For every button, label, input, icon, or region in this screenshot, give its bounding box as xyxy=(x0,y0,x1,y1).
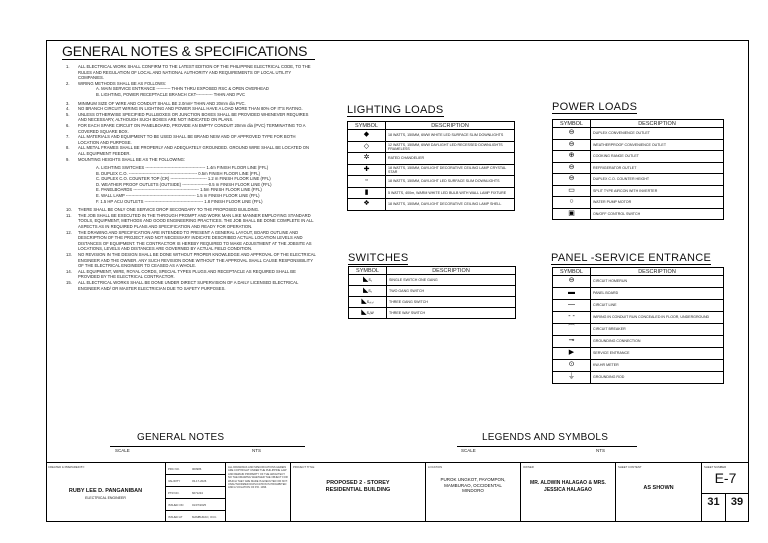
legend-symbol-icon: ○ xyxy=(553,197,591,209)
registration-value: 000986 xyxy=(192,467,202,471)
lighting-loads-title: LIGHTING LOADS xyxy=(347,104,444,116)
switch-code: S₃₍₃₎ xyxy=(366,299,374,304)
col-symbol: SYMBOL xyxy=(348,122,386,130)
legend-description: COOKING RANGE OUTLET xyxy=(591,151,724,163)
registration-row xyxy=(166,463,225,475)
note-text: A. LIGHTING SWITCHES ------------------------------------------- 1.4m FINISH FLOOR LINE (FFL) xyxy=(96,165,269,171)
note-number: 1. xyxy=(66,64,70,69)
legend-row xyxy=(348,164,515,176)
sheet-number: E-7 xyxy=(714,470,737,486)
note-number: 5. xyxy=(66,111,70,117)
note-number: 12. xyxy=(66,229,72,235)
switch-code: S₃W xyxy=(366,310,374,315)
legend-row xyxy=(553,348,724,360)
panel-service-entrance-title: PANEL -SERVICE ENTRANCE xyxy=(551,252,712,264)
power-loads-table xyxy=(552,119,724,220)
legend-row xyxy=(349,275,516,286)
note-text: ALL METAL FRAMES SHALL BE PROPERLY AND ADEQUATELY GROUNDED. GROUND WIRE SHALL BE LOCATED ON ALL EQUIPMENT FEEDER. xyxy=(78,145,310,156)
owner-name: MR. ALDWIN HALAGAO & MRS. JESSICA HALAGAO xyxy=(530,480,606,493)
note-text: ALL ELECTRICAL WORKS SHALL BE DONE UNDER DIRECT SUPERVISION OF A DAILY LICENSED ELECTRICAL ENGINEER AND/ OR MASTER ELECTRICIAN DUE TO SAFETY PURPOSES. xyxy=(78,279,299,291)
legend-row xyxy=(553,372,724,384)
note-item xyxy=(66,145,316,156)
note-text: F. 1.5 HP ACU OUTLETS ------------------------------------------ 1.8 FINISH FLOOR LINE (FFL) xyxy=(96,198,263,204)
note-item xyxy=(66,269,316,280)
registration-cell xyxy=(166,463,226,522)
note-text: FOR EACH SPARE CIRCUIT ON PANELBOARD, PROVIDE AN EMPTY CONDUIT 20mm dia (PVC) TERMINATING TO A COVERED SQUARE BOX. xyxy=(78,122,306,134)
col-description: DESCRIPTION xyxy=(591,268,724,276)
engineer-name: RUBY LEE D. PANGANIBAN xyxy=(68,488,143,494)
note-text: THERE SHALL BE ONLY ONE SERVICE DROP SECONDARY TO THE PROPOSED BUILDING. xyxy=(78,207,260,213)
note-item xyxy=(66,64,316,81)
legend-description: ON/OFF CONTROL SWITCH xyxy=(591,208,724,220)
note-item xyxy=(66,213,316,230)
legend-symbol-icon: ⊖ xyxy=(553,174,591,186)
col-description: DESCRIPTION xyxy=(591,120,724,128)
note-text: NO BRANCH CIRCUIT WIRING IN LIGHTING AND POWER SHALL HAVE A LOAD MORE THAN 80% OF IT'S RATING. xyxy=(78,106,303,112)
legend-description: RATED CHANDELIER xyxy=(386,153,515,165)
note-item xyxy=(66,252,316,269)
legend-description: DUPLEX C.O. COUNTER HEIGHT xyxy=(591,174,724,186)
legend-row xyxy=(553,162,724,174)
note-text: THE DRAWING AND SPECIFICATION ARE INTENDED TO PRESENT A GENERAL LAYOUT, BOARD OUTLINE AND DESCRIPTION OF THE PROJECT AND NOT NECESSARY INDICATE DESCRIBED ACTUAL LOCATION LEVELS AND DISTANCES OF EQUIPMENT. THE CONTRACTOR IS HEREBY REQUIRED TO MAKE ADJUSTMENT AT THE JOBSITE AS LOCATIONS, LEVELS AND DISTANCES ARE GOVERNED BY ACTUAL FIELD CONDITION. xyxy=(78,229,312,252)
note-number: 4. xyxy=(66,106,70,112)
note-number: 6. xyxy=(66,122,70,128)
legend-description: 18 WATTS, 150MM, DAYLIGHT DECORATIVE CEILING LAMP CRYSTAL STAR xyxy=(386,164,515,176)
legend-symbol-icon: ▫ xyxy=(348,176,386,188)
legend-symbol-icon: ◣S₃₍₃₎ xyxy=(349,297,387,308)
legend-symbol-icon: ▭ xyxy=(553,185,591,197)
legend-row xyxy=(553,128,724,140)
legend-symbol-icon: ⏚ xyxy=(553,372,591,384)
legend-row xyxy=(553,139,724,151)
note-text: D. WEATHER PROOF OUTLETS (OUTSIDE) -------------------0.5 m FINISH FLOOR LINE (FFL) xyxy=(96,181,272,187)
location-label: LOCATION xyxy=(428,465,443,469)
legend-row xyxy=(348,130,515,142)
registration-value: 03-17-2026 xyxy=(192,479,207,483)
legend-row xyxy=(349,286,516,297)
note-text: ALL MATERIALS AND EQUIPMENT TO BE USED SHALL BE BRAND NEW AND OF APPROVED TYPE FOR BOTH LOCATION AND PURPOSE. xyxy=(78,134,296,145)
legend-symbol-icon: - - xyxy=(553,312,591,324)
legend-row xyxy=(553,324,724,336)
legend-description: 12 WATTS, 150MM, 6WW DAYLIGHT LED RECESSED DOWNLIGHTS FRAMELESS xyxy=(386,141,515,153)
legend-description: WEATHERPROOF CONVENIENCE OUTLET xyxy=(591,139,724,151)
registration-key: PTR NO. xyxy=(168,491,180,495)
project-title: PROPOSED 2 - STOREY RESIDENTIAL BUILDING xyxy=(325,480,391,493)
legend-symbol-icon: ▬ xyxy=(553,288,591,300)
legend-row xyxy=(348,199,515,211)
note-number: 3. xyxy=(66,100,70,106)
legend-symbol-icon: ⊕ xyxy=(553,151,591,163)
footer-divider xyxy=(457,446,637,447)
sheet-content-value: AS SHOWN xyxy=(643,485,674,491)
legend-row xyxy=(553,336,724,348)
note-item xyxy=(66,134,316,145)
registration-key: PRC NO. xyxy=(168,467,180,471)
legend-description: DUPLEX CONVENIENCE OUTLET xyxy=(591,128,724,140)
legend-symbol-icon: ◣S₁ xyxy=(349,275,387,286)
legend-row xyxy=(553,208,724,220)
panel-service-entrance-table xyxy=(552,267,724,384)
page-number: 31 xyxy=(707,496,720,508)
sheet-number-cell xyxy=(702,463,749,522)
switch-code: S₂ xyxy=(368,288,373,293)
legend-description: KW-HR METER xyxy=(591,360,724,372)
legend-symbol-icon: ⊸ xyxy=(553,336,591,348)
note-text: THE JOB SHALL BE EXECUTED IN THE THROUGH PROMPT AND WORK MAN LIKE MANNER EMPLOYING STANDARD TOOLS, EQUIPMENT, METHODS AND GOOD ENGINEERING PRACTICES. THE JOB SHALL BE DONE COMPLETE IN ALL ASPECTS AS IN REQUIRED PLANS AND SPECIFICATION AND READY FOR OPERATION. xyxy=(78,212,314,230)
legend-description: CIRCUIT LINE xyxy=(591,300,724,312)
legend-row xyxy=(553,276,724,288)
legend-description: 18 WATTS, 150MM, DAYLIGHT DECORATIVE CEILING LAMP SHELL xyxy=(386,199,515,211)
legend-symbol-icon: ❖ xyxy=(348,199,386,211)
footer-scale-label: SCALE xyxy=(115,448,130,453)
legend-description: SERVICE ENTRANCE xyxy=(591,348,724,360)
registration-row xyxy=(166,487,225,499)
switches-table xyxy=(348,266,516,319)
footer-nts-label: NTS xyxy=(596,448,605,453)
legend-description: THREE GANG SWITCH xyxy=(387,297,516,308)
legend-row xyxy=(349,308,516,319)
legend-symbol-icon: ▣ xyxy=(553,208,591,220)
note-text: ALL ELECTRICAL WORK SHALL CONFIRM TO THE LATEST EDITION OF THE PHILIPPINE ELECTRICAL CODE, TO THE RULES AND REGULATION OF LOCAL AND NATIONAL AUTHORITY AND REQUIREMENTS OF LOCAL UTILITY COMPANIES. xyxy=(78,64,311,81)
legend-row xyxy=(553,312,724,324)
legend-symbol-icon: ▶ xyxy=(553,348,591,360)
engineer-label: CREATED & PREPARED BY: xyxy=(48,465,85,469)
note-item xyxy=(66,112,316,123)
general-notes-list xyxy=(66,64,316,291)
legend-row xyxy=(553,174,724,186)
footer-divider xyxy=(110,446,305,447)
legend-symbol-icon: ◣S₂ xyxy=(349,286,387,297)
legend-symbol-icon: ⊖ xyxy=(553,128,591,140)
registration-key: ISSUED ON xyxy=(168,503,184,507)
legend-description: CIRCUIT BREAKER xyxy=(591,324,724,336)
sheet-content-cell xyxy=(616,463,702,522)
note-item xyxy=(66,123,316,134)
engineer-cell xyxy=(46,463,166,522)
legend-description: THREE WAY SWITCH xyxy=(387,308,516,319)
legend-description: WATER PUMP MOTOR xyxy=(591,197,724,209)
title-block xyxy=(46,462,749,522)
legend-description: SPLIT TYPE AIRCON WITH INVERTER xyxy=(591,185,724,197)
legend-symbol-icon: ⊖ xyxy=(553,139,591,151)
legend-row xyxy=(553,360,724,372)
col-symbol: SYMBOL xyxy=(553,268,591,276)
legend-symbol-icon: ◆ xyxy=(348,130,386,142)
note-item xyxy=(66,199,316,205)
note-number xyxy=(84,92,96,98)
note-text: WIRING METHODS SHALL BE AS FOLLOWS: xyxy=(78,80,167,86)
legend-row xyxy=(553,185,724,197)
legend-symbol-icon: ✲ xyxy=(348,153,386,165)
location-cell xyxy=(426,463,521,522)
registration-key: ISSUED AT xyxy=(168,515,183,519)
note-text: MOUNTING HEIGHTS SHALL BE AS THE FOLLOWING: xyxy=(78,156,186,162)
legend-description: PANEL BOARD xyxy=(591,288,724,300)
legend-description: 18 WATTS, 150MM, 6WW WHITE LED SURFACE SLIM DOWNLIGHTS xyxy=(386,130,515,142)
page-title: GENERAL NOTES & SPECIFICATIONS xyxy=(62,43,308,59)
location-text: PUROK UNGKOT, PAYOMPON, MAMBURAO, OCCIDENTAL MINDORO xyxy=(440,477,506,493)
owner-label: OWNER xyxy=(523,465,534,469)
note-text: E. PANELBOARDS ----------------------------------------------- 1.5m FINISH FLOOR LINE (FFL) xyxy=(96,187,262,193)
disclaimer-text: ALL DRAWINGS AND SPECIFICATIONS HEREIN ARE COPYRIGHT UNDER THE PHILIPPINE LAW AND REMAIN PROPERTY OF THE ARCHITECT. NO THE DRAWING WHETHER THE OBJECT FOR WHICH THEY ARE MADE IS EXECUTED OR NOT. UNAUTHORIZED DUPLICATION IS PROHIBITED AND A VIOLATION OF P.D. 1096. xyxy=(228,466,288,490)
disclaimer-cell xyxy=(226,463,291,522)
sheet-content-label: SHEET CONTENT xyxy=(618,465,642,469)
note-number: 8. xyxy=(66,145,70,151)
note-number: 11. xyxy=(66,212,72,218)
project-cell xyxy=(291,463,426,522)
note-text: MINIMUM SIZE OF WIRE AND CONDUIT SHALL BE 2.0mm² THHN AND 20mm dia PVC. xyxy=(78,100,246,106)
lighting-loads-table xyxy=(347,121,515,211)
note-item xyxy=(66,92,316,98)
legend-row xyxy=(553,197,724,209)
legend-symbol-icon: ▮ xyxy=(348,187,386,199)
note-text: C. DUPLEX C.O. COUNTER TOP (CR) -------------------------- 1.2 m FINISH FLOOR LINE (FFL) xyxy=(96,176,271,182)
legend-symbol-icon: ◇ xyxy=(348,141,386,153)
legend-row xyxy=(553,300,724,312)
registration-value: 01/07/2025 xyxy=(192,503,206,507)
note-number: 13. xyxy=(66,252,72,257)
col-description: DESCRIPTION xyxy=(386,122,515,130)
registration-row xyxy=(166,475,225,487)
legend-description: WIRING IN CONDUIT RUN CONCEALED IN FLOOR, UNDERGROUND xyxy=(591,312,724,324)
note-number: 2. xyxy=(66,80,70,86)
legend-symbol-icon: ⊙ xyxy=(553,360,591,372)
legend-row xyxy=(348,153,515,165)
legend-description: SINGLE SWITCH ONE GANG xyxy=(387,275,516,286)
registration-value: MAMBURAO, OCC. xyxy=(192,515,218,519)
total-pages: 39 xyxy=(730,496,744,508)
note-text: B. LIGHTING, POWER RECEPTACLE BRANCH CKT------------ THHN AND PVC xyxy=(96,91,245,97)
note-text: UNLESS OTHERWISE SPECIFIED PULLBOXES OR JUNCTION BOXES SHALL BE PROVIDED WHENEVER REQUIRES AND NECESSARY, ALTHOUGH SUCH BOXES ARE NOT INDICATED ON PLANS. xyxy=(78,111,309,123)
note-number: 10. xyxy=(66,207,72,213)
note-text: NO REVISION IN THE DESIGN SHALL BE DONE WITHOUT PROPER KNOWLEDGE AND APPROVAL OF THE ELECTRICAL ENGINEER AND THE OWNER. ANY SUCH REVISION DONE WITHOUT THE APPROVAL SHALL CAUSE RESPONSIBILITY OF THE ELECTRICAL ENGINEER TO CEASED AS A WHOLE. xyxy=(78,252,316,269)
legend-row xyxy=(348,176,515,188)
legend-row xyxy=(348,187,515,199)
note-item xyxy=(66,157,316,163)
general-notes-footer-title: GENERAL NOTES xyxy=(137,432,225,443)
col-symbol: SYMBOL xyxy=(349,267,387,275)
legend-row xyxy=(553,151,724,163)
footer-nts-label: NTS xyxy=(252,448,261,453)
note-item xyxy=(66,230,316,252)
legend-row xyxy=(553,288,724,300)
power-loads-title: POWER LOADS xyxy=(552,101,638,113)
registration-key: VALIDITY xyxy=(168,479,181,483)
legend-description: GROUNDING ROD xyxy=(591,372,724,384)
legends-footer-title: LEGENDS AND SYMBOLS xyxy=(482,432,609,443)
legend-description: CIRCUIT HOMERUN xyxy=(591,276,724,288)
note-text: A. MAIN SERVICE ENTRANCE ---------- THHN THRU EXPOSED RSC & OPEN OVERHEAD xyxy=(96,86,269,92)
registration-row xyxy=(166,511,225,523)
engineer-role: ELECTRICAL ENGINEER xyxy=(85,496,126,500)
note-number: 9. xyxy=(66,156,70,162)
owner-cell xyxy=(521,463,616,522)
legend-description: TWO GANG SWITCH xyxy=(387,286,516,297)
legend-symbol-icon: — xyxy=(553,300,591,312)
note-number: 15. xyxy=(66,279,72,285)
legend-description: GROUNDING CONNECTION xyxy=(591,336,724,348)
legend-description: REFRIGERATOR OUTLET xyxy=(591,162,724,174)
legend-symbol-icon: ⌒ xyxy=(553,324,591,336)
note-text: E. WALL LAMP -------------------------------------------------- 1.5 m FINISH FLOOR LINE (FFL) xyxy=(96,193,260,199)
legend-symbol-icon: ✚ xyxy=(348,164,386,176)
legend-symbol-icon: ◣S₃W xyxy=(349,308,387,319)
note-text: ALL EQUIPMENT, WIRE, ROYAL CORDS, SPECIAL TYPES PLUGS AND RECEPTACLE AS REQUIRED SHALL BE PROVIDED BY THE ELECTRICAL CONTRACTOR. xyxy=(78,268,296,280)
note-number xyxy=(84,199,96,205)
legend-row xyxy=(349,297,516,308)
col-symbol: SYMBOL xyxy=(553,120,591,128)
legend-row xyxy=(348,141,515,153)
note-number: 7. xyxy=(66,134,70,140)
project-label: PROJECT TITLE xyxy=(293,465,315,469)
footer-scale-label: SCALE xyxy=(461,448,476,453)
note-item xyxy=(66,280,316,291)
switches-title: SWITCHES xyxy=(348,252,409,264)
note-text: B. DUPLEX C.O. ------------------------------------------------- 0.5m FINISH FLOOR LINE (FFL) xyxy=(96,170,260,176)
col-description: DESCRIPTION xyxy=(387,267,516,275)
switch-code: S₁ xyxy=(368,277,372,282)
legend-description: 18 WATTS, 150MM, DAYLIGHT LED SURFACE SLIM DOWNLIGHTS xyxy=(386,176,515,188)
legend-symbol-icon: ⊖ xyxy=(553,276,591,288)
note-number: 14. xyxy=(66,268,72,274)
legend-description: 5 WATTS, 400m, WARM WHITE LED BULB WITH WALL LAMP FIXTURE xyxy=(386,187,515,199)
legend-symbol-icon: ⊖ xyxy=(553,162,591,174)
registration-row xyxy=(166,499,225,511)
sheet-number-label: SHEET NUMBER xyxy=(704,465,727,469)
registration-value: 6671234 xyxy=(192,491,203,495)
